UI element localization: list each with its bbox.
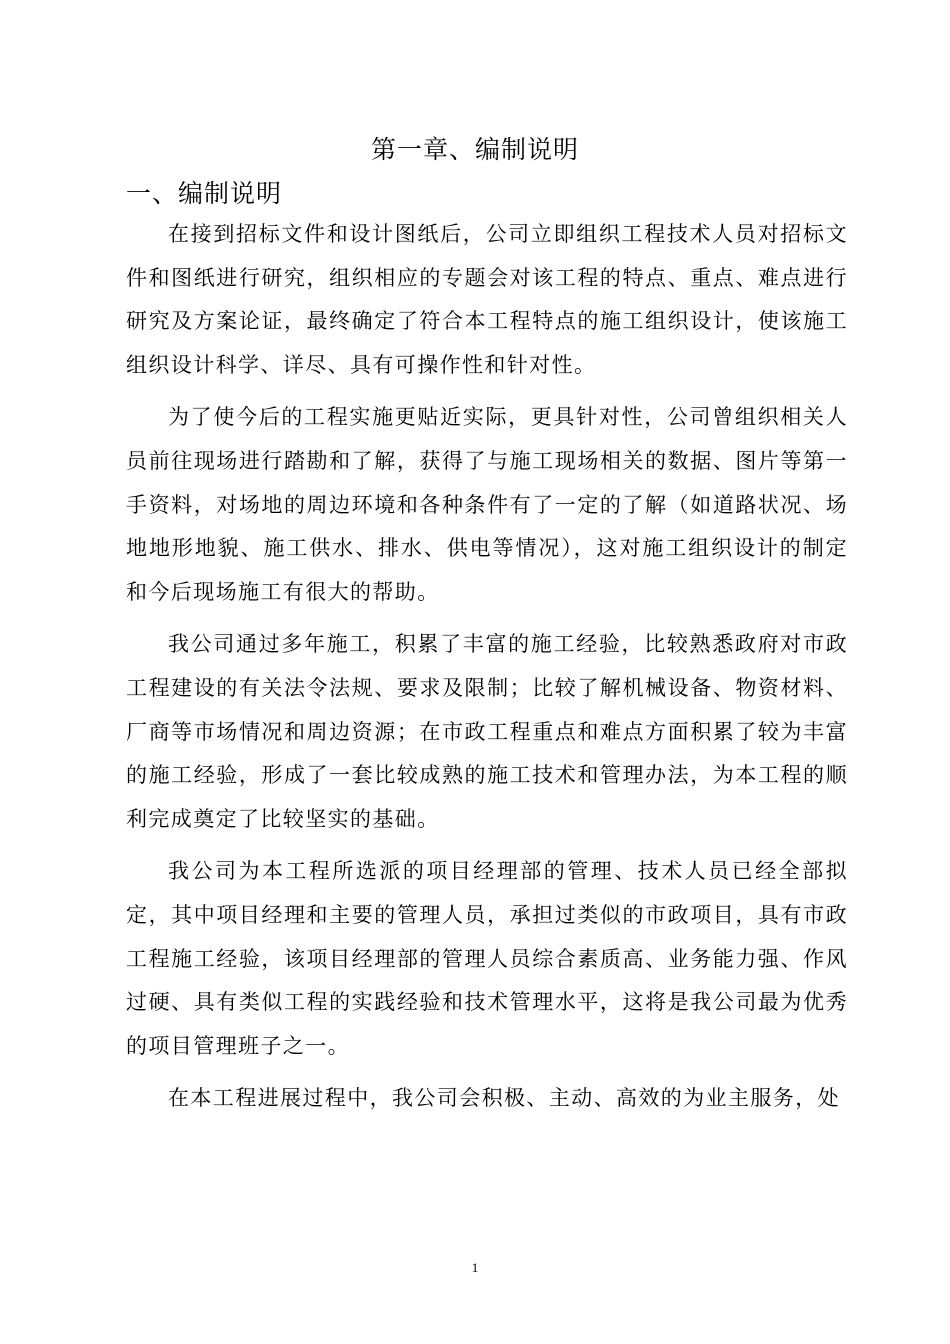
paragraph: 我公司通过多年施工，积累了丰富的施工经验，比较熟悉政府对市政工程建设的有关法令法规、要求及限制；比较了解机械设备、物资材料、厂商等市场情况和周边资源；在市政工程重点和难点方面积累了较为丰富的施工经验，形成了一套比较成熟的施工技术和管理办法，为本工程的顺利完成奠定了比较坚实的基础。 [126,632,848,831]
paragraph: 在本工程进展过程中，我公司会积极、主动、高效的为业主服务，处 [168,1086,840,1111]
paragraph: 在接到招标文件和设计图纸后，公司立即组织工程技术人员对招标文件和图纸进行研究，组织相应的专题会对该工程的特点、重点、难点进行研究及方案论证，最终确定了符合本工程特点的施工组织设计，使该施工组织设计科学、详尽、具有可操作性和针对性。 [126,222,848,377]
chapter-title: 第一章、编制说明 [370,135,579,164]
paragraph: 为了使今后的工程实施更贴近实际，更具针对性，公司曾组织相关人员前往现场进行踏勘和了解，获得了与施工现场相关的数据、图片等第一手资料，对场地的周边环境和各种条件有了一定的了解（如道路状况、场地地形地貌、施工供水、排水、供电等情况），这对施工组织设计的制定和今后现场施工有很大的帮助。 [126,405,848,604]
page-number: 1 [471,1260,479,1275]
section-heading: 一、编制说明 [126,179,283,208]
body-text [126,213,848,1130]
paragraph: 我公司为本工程所选派的项目经理部的管理、技术人员已经全部拟定，其中项目经理和主要的管理人员，承担过类似的市政项目，具有市政工程施工经验，该项目经理部的管理人员综合素质高、业务能力强、作风过硬、具有类似工程的实践经验和技术管理水平，这将是我公司最为优秀的项目管理班子之一。 [126,859,848,1058]
